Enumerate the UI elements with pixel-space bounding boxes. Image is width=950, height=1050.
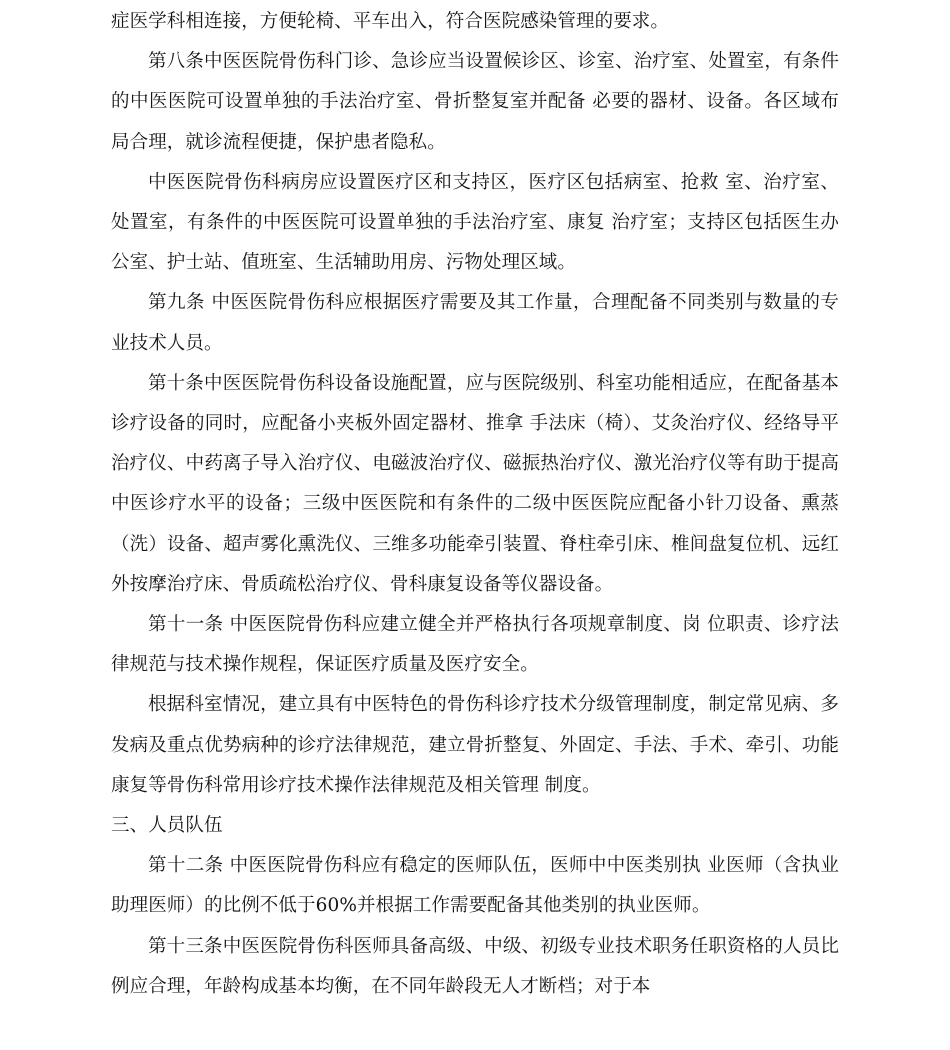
paragraph-ward-layout: 中医医院骨伤科病房应设置医疗区和支持区，医疗区包括病室、抢救 室、治疗室、处置室，有条件的中医医院可设置单独的手法治疗室、康复 治疗室；支持区包括医生办公室、护士站、值班室、生活辅助用房、污物处理区域。 xyxy=(111,171,839,274)
paragraph-article-9: 第九条 中医医院骨伤科应根据医疗需要及其工作量，合理配备不同类别与数量的专业技术人员。 xyxy=(111,292,839,354)
paragraph-article-11: 第十一条 中医医院骨伤科应建立健全并严格执行各项规章制度、岗 位职责、诊疗法律规范与技术操作规程，保证医疗质量及医疗安全。 xyxy=(111,614,839,676)
paragraph-article-8: 第八条中医医院骨伤科门诊、急诊应当设置候诊区、诊室、治疗室、处置室，有条件的中医医院可设置单独的手法治疗室、骨折整复室并配备 必要的器材、设备。各区域布局合理，就诊流程便捷，保护患者隐私。 xyxy=(111,51,839,153)
document-body xyxy=(111,2,839,1007)
paragraph-article-12: 第十二条 中医医院骨伤科应有稳定的医师队伍，医师中中医类别执 业医师（含执业助理医师）的比例不低于60%并根据工作需要配备其他类别的执业医师。 xyxy=(111,855,839,917)
paragraph-article-10: 第十条中医医院骨伤科设备设施配置，应与医院级别、科室功能相适应，在配备基本诊疗设备的同时，应配备小夹板外固定器材、推拿 手法床（椅）、艾灸治疗仪、经络导平治疗仪、中药离子导入治疗仪、电磁波治疗仪、磁振热治疗仪、激光治疗仪等有助于提高中医诊疗水平的设备；三级中医医院和有条件的二级中医医院应配备小针刀设备、熏蒸（洗）设备、超声雾化熏洗仪、三维多功能牵引装置、脊柱牵引床、椎间盘复位机、远红外按摩治疗床、骨质疏松治疗仪、骨科康复设备等仪器设备。 xyxy=(111,372,839,595)
paragraph-article-13: 第十三条中医医院骨伤科医师具备高级、中级、初级专业技术职务任职资格的人员比例应合理，年龄构成基本均衡，在不同年龄段无人才断档；对于本 xyxy=(111,935,839,997)
paragraph-continuation: 症医学科相连接，方便轮椅、平车出入，符合医院感染管理的要求。 xyxy=(111,11,670,32)
paragraph-management-rules: 根据科室情况，建立具有中医特色的骨伤科诊疗技术分级管理制度，制定常见病、多发病及重点优势病种的诊疗法律规范，建立骨折整复、外固定、手法、手术、牵引、功能康复等骨伤科常用诊疗技术操作法律规范及相关管理 制度。 xyxy=(111,694,839,796)
section-heading-personnel: 三、人员队伍 xyxy=(111,815,223,837)
